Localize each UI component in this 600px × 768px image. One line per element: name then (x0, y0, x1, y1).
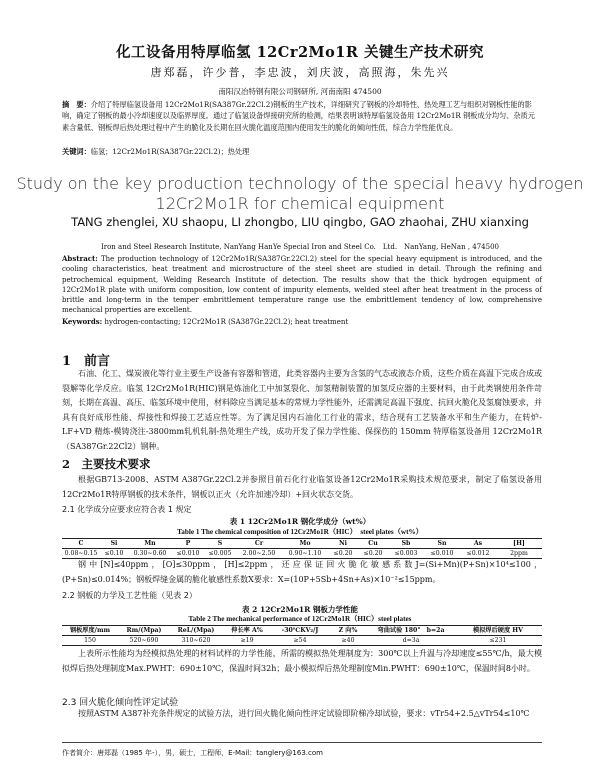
keywords-cn-text: 临氢；12Cr2Mo1R(SA387Gr.22Cl.2)；热处理 (90, 147, 250, 156)
table-header-cell: As (460, 539, 496, 549)
table-header-cell: [H] (496, 539, 542, 549)
keywords-cn (62, 147, 542, 157)
table-header-cell: 弯曲试验 180° b=2a (368, 626, 454, 636)
keywords-en (62, 317, 542, 326)
table-1 (62, 538, 542, 559)
keywords-cn-label: 关键词： (62, 147, 91, 156)
table-cell: 0.90~1.10 (288, 550, 322, 557)
table-cell: 310~620 (181, 637, 211, 644)
subsection-2-2-paragraph: 上表所示性能均为经模拟热处理的材料试样的力学性能，所需的模拟热处理制度为：300℃以上升温与冷却速度≤55℃/h，最大模拟焊后热处理制度Max.PWHT：690±10℃，保温时间32h；最小模拟焊后热处理制度Min.PWHT：690±10℃，保温时间8小时。 (62, 649, 542, 673)
table-header-cell: Ni (328, 539, 358, 549)
table-cell: ≤231 (489, 637, 507, 644)
table-1-caption-cn: 表 1 12Cr2Mo1R 钢化学成分（wt%） (229, 517, 371, 526)
abstract-en-label: Abstract: (62, 254, 98, 263)
table-header-cell: -30℃KV₂/J (272, 626, 328, 636)
section-1-heading: 1 前言 (62, 354, 111, 369)
paper-title-cn: 化工设备用特厚临氢 12Cr2Mo1R 关键生产技术研究 (116, 44, 484, 61)
table-cell: 2.00~2.50 (242, 550, 276, 557)
table-cell: 0.30~0.60 (133, 550, 167, 557)
table-1-note: 钢中[N]≤40ppm，[O]≤30ppm，[H]≤2ppm，还应保证回火脆化敏感系数J=(Si+Mn)(P+Sn)×10⁴≤100，(P+Sn)≤0.014%；钢板焊缝金属的脆化敏感性系数X要求：X=(10P+5Sb+4Sn+As)×10⁻²≤15ppm。 (62, 560, 542, 584)
table-header-cell: 模拟焊后硬度 HV (454, 626, 542, 636)
table-cell: ≤0.20 (333, 550, 353, 557)
table-1-caption-en: Table 1 The chemical composition of 12Cr2Mo1R（HIC） steel plates（wt%） (177, 528, 423, 536)
paper-title-en (0, 174, 600, 214)
table-cell: ≥54 (293, 637, 307, 644)
table-header-cell: P (172, 539, 204, 549)
table-cell: d=3a (402, 637, 420, 644)
table-cell: ≤0.010 (430, 550, 454, 557)
abstract-cn-text: 介绍了特厚临氢设备用 12Cr2Mo1R(SA387Gr.22Cl.2)钢板的生产技术，详细研究了钢板的冷却特性、热处理工艺与组织对钢板性能的影响，确定了钢板的最小冷却速度以及临界厚度。通过了临氢设备焊接研究所的检测，结果表明该特厚临氢设备用 12Cr2Mo1R 钢板成分均匀、杂质元素含量低、钢板焊后热处理过程中产生的脆化及长期在回火脆化温度范围内使用发生的脆化的倾向性低，综合力学性能优良。 (62, 100, 535, 132)
abstract-en-text: The production technology of 12Cr2Mo1R(SA387Gr.22Cl.2) steel for the special heavy equipment is introduced, and the cooling characteristics, heat treatment and microstructure of the steel sheet are studied in detail. Through the refining and petrochemical equipment, Welding Research Institute of detection. The results show that the thick hydrogen equipment of 12Cr2Mo1R plate with uniform composition, low content of impurity elements, welded steel after heat treatment in the process of brittle and long-term in the temper embrittlement temperature range use the embrittlement tendency of low, comprehensive mechanical properties are excellent. (62, 255, 542, 315)
table-1-header-row (62, 539, 542, 549)
keywords-en-text: hydrogen-contacting; 12Cr2Mo1R (SA387Gr.22Cl.2); heat treatment (104, 318, 349, 326)
section-1-paragraph: 石油、化工、煤炭液化等行业主要生产设备有容器和管道，此类容器内主要为含氢的气态或液态介质，这些介质在高温下完成合成或裂解等化学反应。临氢 12Cr2Mo1R(HIC)钢是炼油化工中加氢裂化、加氢精制装置的加氢反应器的主要材料，由于此类钢使用条件苛刻，长期在高温、高压、临氢环境中使用，材料除应当满足基本的常规力学性能外，还需满足高温下强度、抗回火脆化及氢腐蚀要求，并具有良好成形性能、焊接性和焊接工艺适应性等。为了满足国内石油化工行业的需求，结合现有工艺装备水平和生产能力，在转炉-LF+VD 精炼-模铸浇注-3800mm轧机轧制-热处理生产线，成功开发了保力学性能、保探伤的 150mm 特厚临氢设备用 12Cr2Mo1R（SA387Gr.22Cl2）钢种。 (62, 369, 542, 451)
table-header-cell: ReL/(Mpa) (170, 626, 222, 636)
table-header-cell: Mo (282, 539, 328, 549)
subsection-2-1-heading: 2.1 化学成分应要求应符合表 1 规定 (62, 505, 192, 514)
title-en-line1: Study on the key production technology of the special heavy hydrogen (16, 174, 584, 193)
table-cell: ≤0.20 (363, 550, 383, 557)
table-2-header-row (62, 626, 542, 636)
table-header-cell: Cr (236, 539, 282, 549)
table-cell: ≤0.010 (176, 550, 200, 557)
abstract-cn (62, 99, 542, 133)
table-2-caption-en: Table 2 The mechanical performance of 12Cr2Mo1R（HIC）steel plates (188, 615, 412, 623)
table-header-cell: Cu (358, 539, 388, 549)
table-header-cell: 钢板厚度/mm (62, 626, 118, 636)
section-2-heading: 2 主要技术要求 (62, 457, 151, 471)
title-en-line2: 12Cr2Mo1R for chemical equipment (155, 194, 445, 213)
table-cell: ≥19 (240, 637, 254, 644)
table-header-cell: Rm/(Mpa) (118, 626, 170, 636)
authors-en: TANG zhenglei, XU shaopu, LI zhongbo, LIU qingbo, GAO zhaohai, ZHU xianxing (71, 215, 529, 229)
affiliation-en: Iron and Steel Research Institute, NanYang HanYe Special Iron and Steel Co. Ltd. NanYang, HeNan , 474500 (100, 243, 499, 251)
table-header-cell: Mn (128, 539, 172, 549)
section-2-paragraph: 根据GB713-2008、ASTM A387Gr.22Cl.2并参照目前石化行业临氢设备12Cr2Mo1R采购技术规范要求，制定了临氢设备用12Cr2Mo1R特厚钢板的技术条件，钢板以正火（允许加速冷却）+回火状态交货。 (62, 475, 542, 499)
table-header-cell: C (62, 539, 100, 549)
footnote: 作者简介：唐郑磊（1985 年-），男，硕士，工程师，E-Mail：tanglery@163.com (62, 749, 323, 757)
table-2-caption-cn: 表 2 12Cr2Mo1R 钢板力学性能 (242, 605, 358, 614)
table-header-cell: Z 向% (328, 626, 368, 636)
table-cell: ≥40 (341, 637, 355, 644)
table-2 (62, 625, 542, 646)
footnote-rule (62, 742, 542, 743)
table-cell: 2ppm (510, 550, 528, 557)
authors-cn: 唐郑磊，许少普，李忠波，刘庆波，高照海，朱先兴 (150, 66, 450, 79)
keywords-en-label: Keywords: (62, 317, 103, 326)
table-cell: ≤0.012 (466, 550, 490, 557)
abstract-en (62, 254, 542, 316)
table-header-cell: 伸长率 A% (222, 626, 272, 636)
table-1-row (62, 549, 542, 559)
table-header-cell: S (204, 539, 236, 549)
subsection-2-3-heading: 2.3 回火脆化倾向性评定试验 (62, 698, 179, 708)
abstract-cn-label: 摘 要： (62, 100, 91, 109)
affiliation-cn: 南阳汉冶特钢有限公司钢研所, 河南南阳 474500 (218, 87, 382, 96)
table-cell: 0.08~0.15 (64, 550, 98, 557)
subsection-2-3-paragraph: 按照ASTM A387补充条件规定的试验方法，进行回火脆化倾向性评定试验即阶梯冷却试验，要求：vTr54+2.5△vTr54≤10℃ (78, 709, 530, 718)
table-2-row (62, 636, 542, 646)
table-header-cell: Sn (424, 539, 460, 549)
table-cell: ≤0.10 (104, 550, 124, 557)
table-cell: 150 (84, 637, 96, 644)
table-header-cell: Sb (388, 539, 424, 549)
table-cell: ≤0.003 (394, 550, 418, 557)
subsection-2-2-heading: 2.2 钢板的力学及工艺性能（见表 2） (62, 591, 197, 600)
table-header-cell: Si (100, 539, 128, 549)
table-cell: ≤0.005 (208, 550, 232, 557)
table-cell: 520~690 (129, 637, 159, 644)
